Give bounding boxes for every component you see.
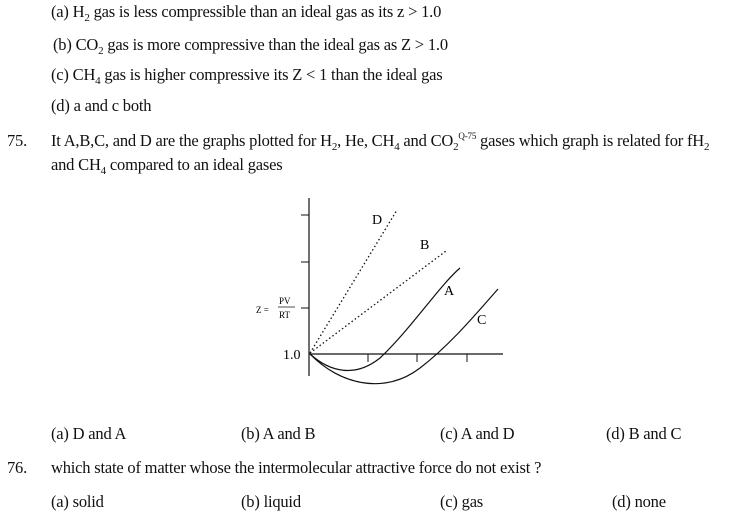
curve-a xyxy=(310,268,460,370)
curve-b xyxy=(310,251,446,353)
q75-number: 75. xyxy=(7,131,28,150)
q75-option-c: (c) A and D xyxy=(440,424,515,443)
q76-option-c: (c) gas xyxy=(440,492,484,511)
q75-option-d: (d) B and C xyxy=(606,424,682,443)
label-a: A xyxy=(444,284,455,299)
q74-option-c: (c) $CH_4$ gas is higher compressive its Z < 1 than the ideal gas xyxy=(51,65,443,87)
q75-question-line1: It A,B,C, and D are the graphs plotted for $H_2$, He, $CH_4$ and $CO_2^{Q-75}$ gases which graph is related for $fH_2$ xyxy=(51,131,710,153)
label-b: B xyxy=(420,238,430,253)
q75-option-a: (a) D and A xyxy=(51,424,127,443)
z-denominator: RT xyxy=(279,310,290,320)
q76-option-d: (d) none xyxy=(612,492,666,511)
z-numerator: PV xyxy=(279,296,291,306)
label-c: C xyxy=(477,313,487,328)
z-label: Z = xyxy=(256,305,269,315)
q74-option-b: (b) $CO_2$ gas is more compressive than the ideal gas as Z > 1.0 xyxy=(53,35,448,57)
q76-question: which state of matter whose the intermolecular attractive force do not exist ? xyxy=(51,458,542,477)
q76-number: 76. xyxy=(7,458,28,477)
q75-option-b: (b) A and B xyxy=(241,424,316,443)
curve-d xyxy=(310,210,397,353)
origin-label: 1.0 xyxy=(283,348,301,363)
q76-option-b: (b) liquid xyxy=(241,492,301,511)
q74-option-d: (d) a and c both xyxy=(51,96,152,115)
q76-option-a: (a) solid xyxy=(51,492,104,511)
q74-option-a: (a) $H_2$ gas is less compressible than an ideal gas as its z > 1.0 xyxy=(51,2,442,24)
label-d: D xyxy=(372,213,383,228)
q75-question-line2: and $CH_4$ compared to an ideal gases xyxy=(51,155,283,177)
